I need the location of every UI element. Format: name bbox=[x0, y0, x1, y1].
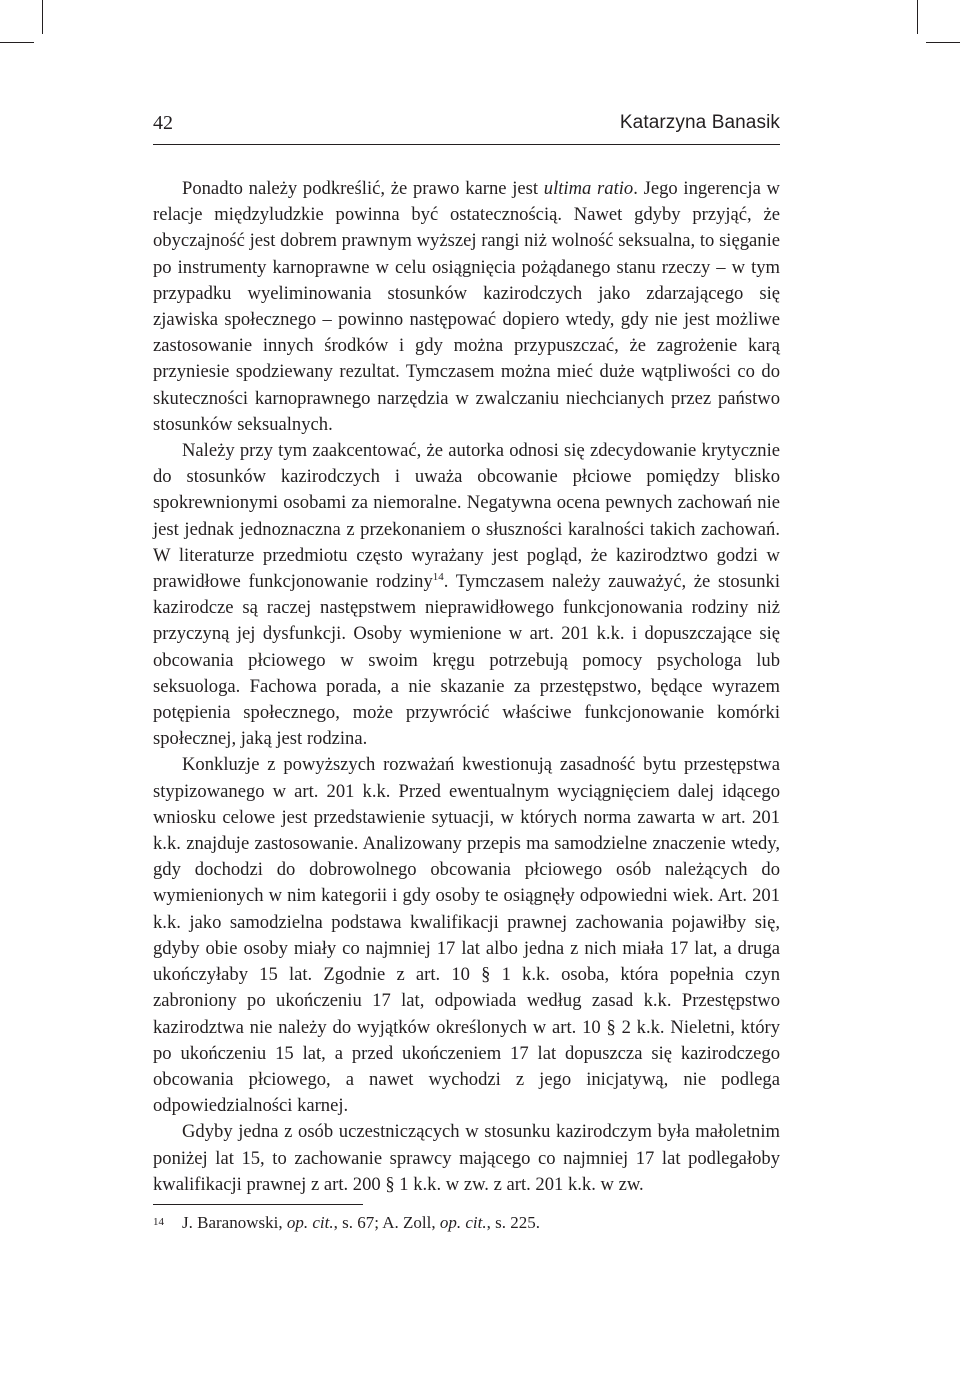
footnote-reference[interactable]: 14 bbox=[432, 570, 444, 583]
paragraph-2: Należy przy tym zaakcentować, że autorka odnosi się zdecydowanie krytycznie do stosunków kazirodczych i uważa obcowanie płciowe pomiędzy blisko spokrewnionymi osobami za niemoralne. Negatywna ocena pewnych zachowań nie jest jednak jednoznaczna z przekonaniem o słuszności karalności takich zachowań. W literaturze przedmiotu często wyrażany jest pogląd, że kazirodztwo godzi w prawidłowe funkcjonowanie rodziny$^{14}$. Tymczasem należy zauważyć, że stosunki kazirodcze są raczej następstwem nieprawidłowego funkcjonowania rodziny niż przyczyną jej dysfunkcji. Osoby wymienione w art. 201 k.k. i dopuszczające się obcowania płciowego w swoim kręgu potrzebują pomocy psychologa lub seksuologa. Fachowa porada, a nie skazanie za przestępstwo, będące wyrazem potępienia społecznego, może przywrócić właściwe funkcjonowanie komórki społecznej, jaką jest rodzina. bbox=[153, 440, 780, 750]
running-header bbox=[153, 108, 780, 138]
crop-mark-left-top bbox=[0, 42, 34, 43]
paragraph-4: Gdyby jedna z osób uczestniczących w stosunku kazirodczym była małoletnim poniżej lat 15, to zachowanie sprawcy mającego co najmniej 17 lat podlegałoby kwalifikacji prawnej z art. 200 § 1 k.k. w zw. z art. 201 k.k. w zw. bbox=[153, 1121, 780, 1195]
header-rule bbox=[153, 144, 780, 145]
crop-mark-top-left bbox=[42, 0, 43, 34]
page-number: 42 bbox=[153, 112, 173, 134]
paragraph-1: Ponadto należy podkreślić, że prawo karne jest ultima ratio. Jego ingerencja w relacje międzyludzkie powinna być ostatecznością. Nawet gdyby przyjąć, że obyczajność jest dobrem prawnym wyższej rangi niż wolność seksualna, to sięganie po instrumenty karnoprawne w celu osiągnięcia pożądanego stanu rzeczy – w tym przypadku wyeliminowania stosunków kazirodczych jako zdarzającego się zjawiska społecznego – powinno następować dopiero wtedy, gdy nie jest możliwe zastosowanie innych środków i gdy można przypuszczać, że zagrożenie karą przyniesie spodziewany rezultat. Tymczasem można mieć duże wątpliwości co do skuteczności karnoprawnego narzędzia w zwalczaniu niechcianych przez państwo stosunków seksualnych. bbox=[153, 178, 780, 435]
paragraph-3: Konkluzje z powyższych rozważań kwestionują zasadność bytu przestępstwa stypizowanego w art. 201 k.k. Przed ewentualnym wyciągnięciem dalej idącego wniosku celowe jest przedstawienie sytuacji, w których norma zawarta w art. 201 k.k. znajduje zastosowanie. Analizowany przepis ma samodzielne znaczenie wtedy, gdy dochodzi do dobrowolnego obcowania płciowego osób należących do wymienionych w nim kategorii i gdy osoby te osiągnęły odpowiedni wiek. Art. 201 k.k. jako samodzielna podstawa kwalifikacji prawnej zachowania pojawiłby się, gdyby obie osoby miały co najmniej 17 lat albo jedna z nich miała 17 lat, a druga ukończyłaby 15 lat. Zgodnie z art. 10 § 1 k.k. osoba, która popełnia czyn zabroniony po ukończeniu 17 lat, odpowiada według zasad k.k. Przestępstwo kazirodztwa nie należy do wyjątków określonych w art. 10 § 2 k.k. Nieletni, który po ukończeniu 15 lat, a przed ukończeniem 17 lat dopuszcza się kazirodczego obcowania płciowego, a nawet wychodzi z jego inicjatywą, nie podlega odpowiedzialności karnej. bbox=[153, 754, 780, 1117]
crop-mark-right-top bbox=[926, 42, 960, 43]
body-text bbox=[153, 176, 780, 1198]
crop-mark-top-right bbox=[917, 0, 918, 34]
footnote-text: J. Baranowski, op. cit., s. 67; A. Zoll, op. cit., s. 225. bbox=[182, 1213, 540, 1232]
footnote-mark: 14 bbox=[153, 1216, 164, 1228]
footnote-rule bbox=[153, 1204, 363, 1205]
italic-term: ultima ratio bbox=[543, 178, 634, 199]
running-author: Katarzyna Banasik bbox=[619, 112, 780, 133]
